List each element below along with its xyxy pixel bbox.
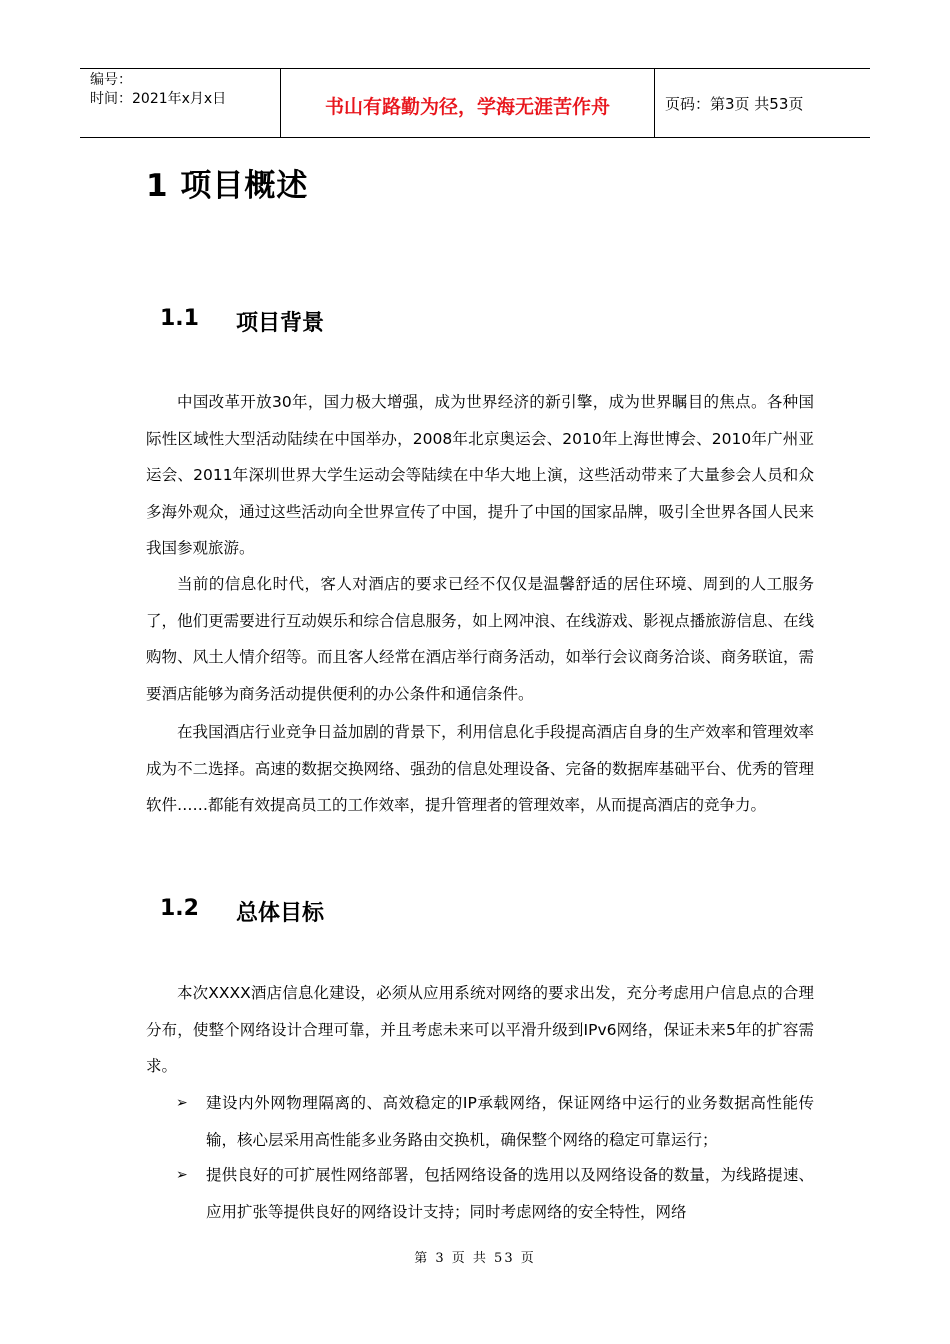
- goal-bullet-text: 提供良好的可扩展性网络部署，包括网络设备的选用以及网络设备的数量，为线路提速、应用扩张等提供良好的网络设计支持；同时考虑网络的安全特性，网络: [206, 1166, 814, 1221]
- page-header: [80, 68, 870, 138]
- section-1-heading: 1 项目概述: [146, 168, 309, 204]
- section-1-2-heading: [160, 896, 324, 927]
- arrow-bullet-icon: ➢: [176, 1095, 188, 1111]
- section-1-2-title: 总体目标: [236, 901, 325, 926]
- background-paragraph-2: 当前的信息化时代，客人对酒店的要求已经不仅仅是温馨舒适的居住环境、周到的人工服务了，他们更需要进行互动娱乐和综合信息服务，如上网冲浪、在线游戏、影视点播旅游信息、在线购物、风土人情介绍等。而且客人经常在酒店举行商务活动，如举行会议商务洽谈、商务联谊，需要酒店能够为商务活动提供便利的办公条件和通信条件。: [146, 575, 814, 703]
- header-meta: [80, 69, 281, 137]
- section-1-2-number: 1.2: [160, 896, 199, 921]
- header-page-info: 页码：第3页 共53页: [665, 94, 804, 113]
- page-footer: 第 3 页 共 53 页: [414, 1251, 536, 1266]
- goal-intro-paragraph: 本次XXXX酒店信息化建设，必须从应用系统对网络的要求出发，充分考虑用户信息点的合理分布，使整个网络设计合理可靠，并且考虑未来可以平滑升级到IPv6网络，保证未来5年的扩容需求。: [146, 984, 814, 1075]
- background-paragraph-3: 在我国酒店行业竞争日益加剧的背景下，利用信息化手段提高酒店自身的生产效率和管理效率成为不二选择。高速的数据交换网络、强劲的信息处理设备、完备的数据库基础平台、优秀的管理软件……都能有效提高员工的工作效率，提升管理者的管理效率，从而提高酒店的竞争力。: [146, 723, 814, 814]
- goal-bullet-item: [176, 1085, 814, 1158]
- section-1-1-number: 1.1: [160, 306, 199, 331]
- document-number-label: 编号：: [90, 72, 132, 88]
- header-motto: 书山有路勤为径，学海无涯苦作舟: [281, 69, 655, 137]
- document-date: 时间：2021年x月x日: [90, 91, 227, 107]
- section-1-1-title: 项目背景: [236, 311, 325, 336]
- section-1-1-heading: [160, 306, 324, 337]
- goal-bullet-text: 建设内外网物理隔离的、高效稳定的IP承载网络，保证网络中运行的业务数据高性能传输，核心层采用高性能多业务路由交换机，确保整个网络的稳定可靠运行；: [206, 1094, 814, 1149]
- arrow-bullet-icon: ➢: [176, 1167, 188, 1183]
- goal-bullet-item: [176, 1157, 814, 1230]
- background-paragraph-1: 中国改革开放30年，国力极大增强，成为世界经济的新引擎，成为世界瞩目的焦点。各种国际性区域性大型活动陆续在中国举办，2008年北京奥运会、2010年上海世博会、2010年广州亚运会、2011年深圳世界大学生运动会等陆续在中华大地上演，这些活动带来了大量参会人员和众多海外观众，通过这些活动向全世界宣传了中国，提升了中国的国家品牌，吸引全世界各国人民来我国参观旅游。: [146, 393, 814, 557]
